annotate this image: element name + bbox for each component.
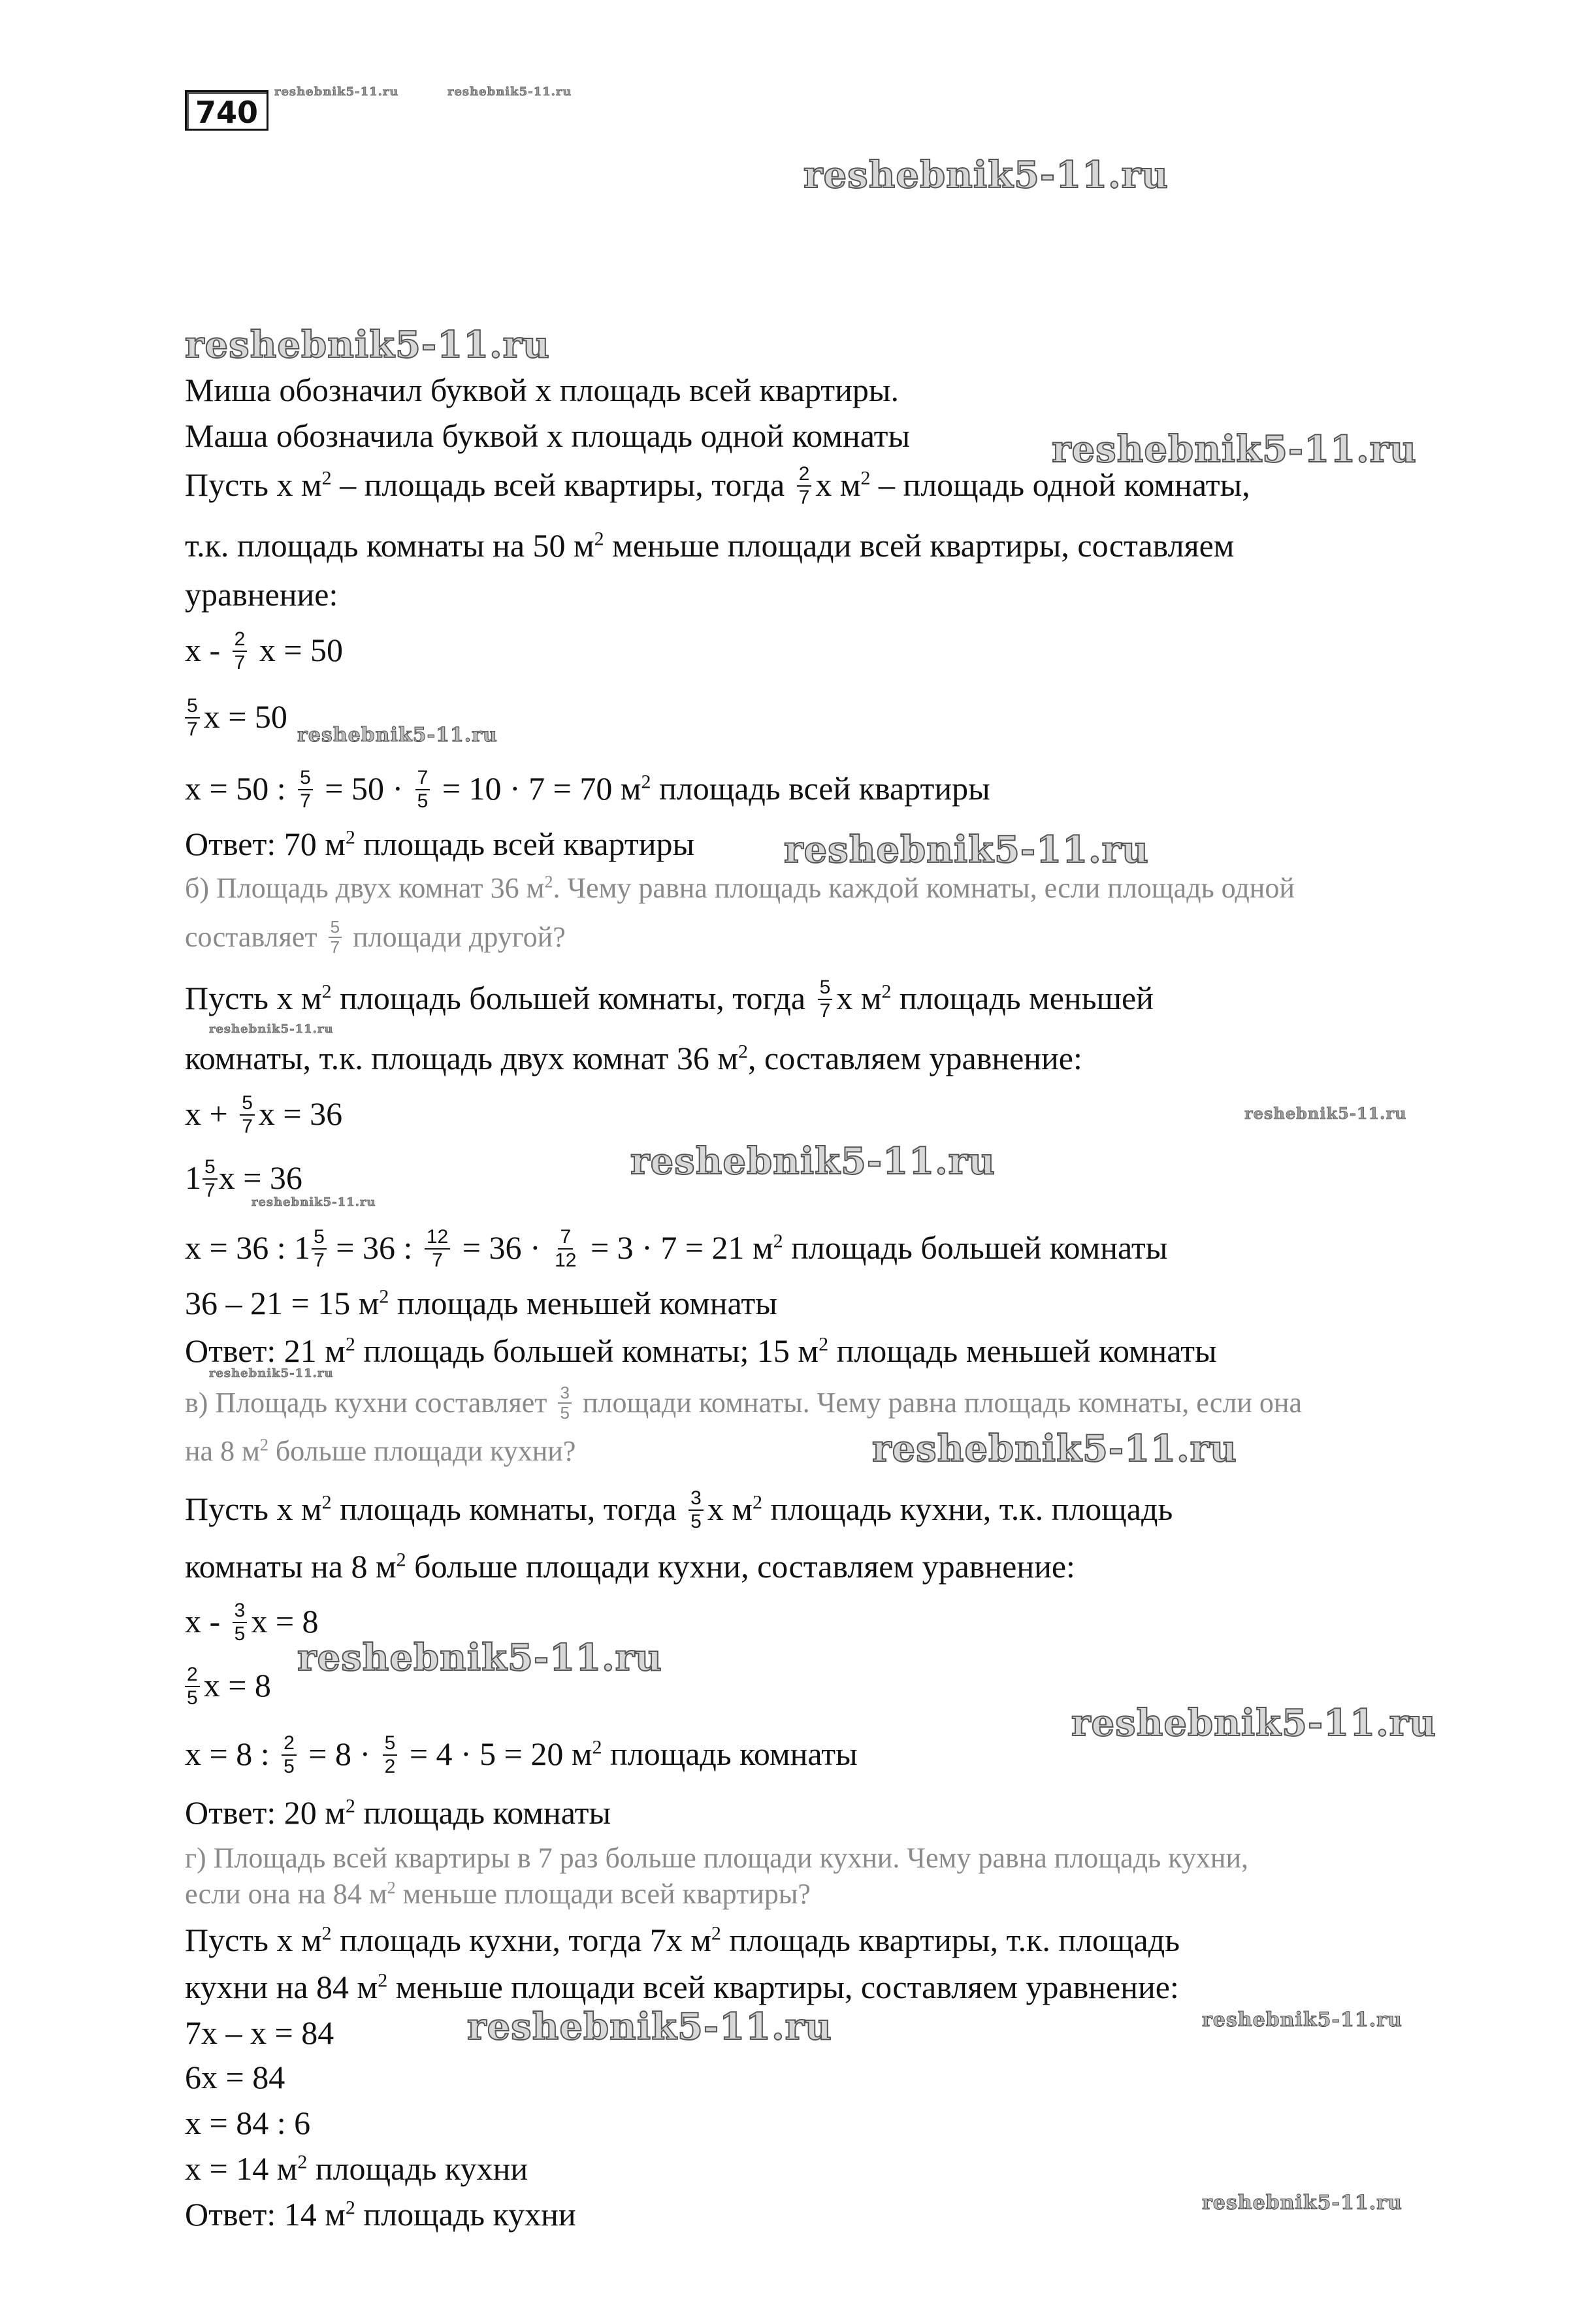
- answer: Ответ: 20 $м^2$ площадь комнаты: [185, 1794, 611, 1831]
- watermark: reshebnik5-11.ru: [297, 724, 498, 747]
- watermark: reshebnik5-11.ru: [1071, 1702, 1436, 1745]
- equation: x = 84 : 6: [185, 2105, 311, 2141]
- text-line: уравнение:: [185, 576, 338, 613]
- text-line: Маша обозначила буквой x площадь одной комнаты: [185, 417, 911, 454]
- question: г) Площадь всей квартиры в 7 раз больше площади кухни. Чему равна площадь кухни,: [185, 1842, 1248, 1874]
- watermark: reshebnik5-11.ru: [447, 85, 572, 99]
- watermark: reshebnik5-11.ru: [1202, 2009, 1403, 2031]
- equation: x - $\frac{2}{7}$ x = 50: [185, 628, 344, 673]
- fraction: $\frac{2}{7}$: [797, 463, 812, 509]
- watermark: reshebnik5-11.ru: [803, 153, 1169, 197]
- text-line: комнаты, т.к. площадь двух комнат 36 $м^2$, составляем уравнение:: [185, 1040, 1082, 1076]
- equation: 1 $\frac{5}{7}$ x = 36: [185, 1155, 302, 1201]
- text-line: комнаты на 8 $м^2$ больше площади кухни, составляем уравнение:: [185, 1548, 1075, 1585]
- equation: x + $\frac{5}{7}$ x = 36: [185, 1091, 343, 1137]
- watermark: reshebnik5-11.ru: [784, 828, 1149, 871]
- equation: x = 50 : $\frac{5}{7}$ = 50 · $\frac{7}{5}$ = 10 · 7 = 70 $м^2$ площадь всей квартиры: [185, 766, 990, 812]
- watermark: reshebnik5-11.ru: [467, 2005, 832, 2048]
- text-line: Миша обозначил буквой x площадь всей квартиры.: [185, 372, 899, 408]
- text-line: кухни на 84 $м^2$ меньше площади всей квартиры, составляем уравнение:: [185, 1969, 1179, 2005]
- text-line: т.к. площадь комнаты на 50 $м^2$ меньше площади всей квартиры, составляем: [185, 527, 1235, 564]
- watermark: reshebnik5-11.ru: [209, 1022, 334, 1036]
- equation: 6x = 84: [185, 2059, 285, 2095]
- watermark: reshebnik5-11.ru: [1202, 2191, 1403, 2214]
- equation: x = 36 : 1 $\frac{5}{7}$ = 36 : $\frac{12}{7}$ = 36 · $\frac{7}{12}$ = 3 · 7 = 21 $м^2$ площадь большей комнаты: [185, 1225, 1168, 1271]
- answer: Ответ: 21 $м^2$ площадь большей комнаты; 15 $м^2$ площадь меньшей комнаты: [185, 1332, 1217, 1369]
- watermark: reshebnik5-11.ru: [630, 1140, 996, 1183]
- watermark: reshebnik5-11.ru: [185, 323, 550, 366]
- text-line: Пусть x $м^2$ – площадь всей квартиры, тогда $\frac{2}{7}$ x $м^2$ – площадь одной комнаты,: [185, 462, 1250, 508]
- equation: 36 – 21 = 15 $м^2$ площадь меньшей комнаты: [185, 1285, 777, 1321]
- question: если она на 84 $м^2$ меньше площади всей квартиры?: [185, 1878, 811, 1910]
- watermark: reshebnik5-11.ru: [1244, 1104, 1407, 1123]
- answer: Ответ: 14 $м^2$ площадь кухни: [185, 2196, 576, 2233]
- question: составляет $\frac{5}{7}$ площади другой?: [185, 916, 566, 957]
- question: б) Площадь двух комнат 36 $м^2$. Чему равна площадь каждой комнаты, если площадь одной: [185, 872, 1295, 904]
- watermark: reshebnik5-11.ru: [274, 85, 399, 99]
- equation: 7x – x = 84: [185, 2014, 334, 2051]
- watermark: reshebnik5-11.ru: [297, 1636, 662, 1679]
- watermark: reshebnik5-11.ru: [209, 1366, 334, 1380]
- text-line: Пусть x $м^2$ площадь большей комнаты, тогда $\frac{5}{7}$ x $м^2$ площадь меньшей: [185, 976, 1154, 1022]
- question: в) Площадь кухни составляет $\frac{3}{5}$ площади комнаты. Чему равна площадь комнаты, если она: [185, 1382, 1302, 1423]
- text-line: Пусть x $м^2$ площадь кухни, тогда 7x $м^2$ площадь квартиры, т.к. площадь: [185, 1922, 1180, 1958]
- equation: x - $\frac{3}{5}$ x = 8: [185, 1599, 319, 1645]
- question: на 8 $м^2$ больше площади кухни?: [185, 1435, 576, 1467]
- equation: $\frac{2}{5}$ x = 8: [185, 1666, 271, 1712]
- watermark: reshebnik5-11.ru: [251, 1195, 376, 1209]
- equation: $\frac{5}{7}$ x = 50: [185, 697, 287, 743]
- answer: Ответ: 70 $м^2$ площадь всей квартиры: [185, 826, 695, 862]
- text-line: Пусть x $м^2$ площадь комнаты, тогда $\frac{3}{5}$ x $м^2$ площадь кухни, т.к. площадь: [185, 1487, 1173, 1532]
- watermark: reshebnik5-11.ru: [1052, 428, 1417, 471]
- equation: x = 8 : $\frac{2}{5}$ = 8 · $\frac{5}{2}$ = 4 · 5 = 20 $м^2$ площадь комнаты: [185, 1732, 858, 1777]
- problem-number: 740: [185, 90, 268, 131]
- equation: x = 14 $м^2$ площадь кухни: [185, 2150, 528, 2187]
- watermark: reshebnik5-11.ru: [872, 1427, 1237, 1470]
